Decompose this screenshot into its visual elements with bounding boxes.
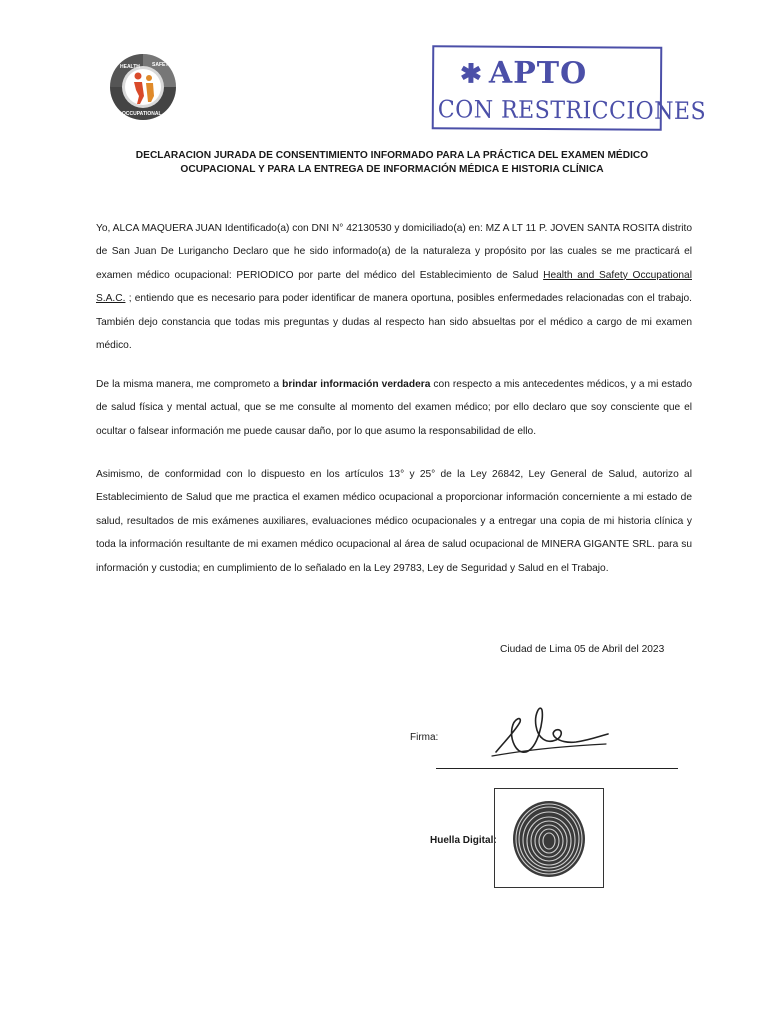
logo-text-occupational: OCCUPATIONAL: [122, 111, 162, 117]
logo-text-health: HEALTH: [120, 64, 140, 70]
signature-line: [436, 768, 678, 769]
signature-label: Firma:: [410, 732, 439, 743]
fingerprint-box: [494, 788, 604, 888]
logo-text-safety: SAFETY: [152, 62, 172, 68]
document-title: [112, 149, 672, 177]
paragraph-1-text-a: Yo, ALCA MAQUERA JUAN Identificado(a) con DNI N° 42130530 y domiciliado(a) en: MZ A LT 11 P. JOVEN SANTA ROSITA distrito de San Juan De Lurigancho Declaro que he sido informado(a) de la naturaleza y propósito por las cuales se me practicará el examen médico ocupacional: PERIODICO por parte del médico del Establecimiento de Salud: [96, 223, 692, 281]
asterisk-icon: ✱: [459, 59, 483, 90]
apto-stamp: [432, 45, 707, 131]
stamp-line-restricciones: CON RESTRICCIONES: [437, 95, 707, 126]
document-date: Ciudad de Lima 05 de Abril del 2023: [500, 644, 665, 655]
fingerprint-icon: [505, 795, 593, 881]
fingerprint-label: Huella Digital:: [430, 835, 497, 846]
paragraph-authorization: Asimismo, de conformidad con lo dispuesto en los artículos 13° y 25° de la Ley 26842, Ley General de Salud, autorizo al Establecimiento de Salud que me practica el examen médico ocupacional a proporcionar información concerniente a mi estado de salud, resultados de mis exámenes auxiliares, evaluaciones médico ocupacionales y a entregar una copia de mi historia clínica y toda la información resultante de mi examen médico ocupacional al área de salud ocupacional de MINERA GIGANTE SRL. para su información y custodia; en cumplimiento de lo señalado en la Ley 29783, Ley de Seguridad y Salud en el Trabajo.: [96, 469, 692, 574]
paragraph-consent: [96, 217, 692, 357]
health-safety-occupational-logo: [98, 52, 188, 122]
paragraph-commitment: [96, 373, 692, 443]
paragraph-2-text-b: con respecto a mis antecedentes médicos, y a mi estado de salud física y mental actual, que se me consulte al momento del examen médico; por ello declaro que soy consciente que el ocultar o falsear información me puede causar daño, por lo que asumo la responsabilidad de ello.: [96, 379, 692, 437]
title-line-2: OCUPACIONAL Y PARA LA ENTREGA DE INFORMACIÓN MÉDICA E HISTORIA CLÍNICA: [180, 164, 604, 175]
paragraph-2-bold: brindar información verdadera: [282, 379, 431, 390]
title-line-1: DECLARACION JURADA DE CONSENTIMIENTO INFORMADO PARA LA PRÁCTICA DEL EXAMEN MÉDICO: [135, 150, 649, 161]
paragraph-1-text-b: ; entiendo que es necesario para poder identificar de manera oportuna, posibles enfermedades relacionadas con el trabajo. También dejo constancia que todas mis preguntas y dudas al respecto han sido absueltas por el médico a cargo de mi examen médico.: [96, 293, 692, 352]
paragraph-2-text-a: De la misma manera, me comprometo a: [96, 379, 283, 390]
stamp-line-apto: ✱ APTO: [459, 55, 588, 92]
handwritten-signature: [486, 700, 616, 770]
company-name: Health and Safety Occupational S.A.C.: [96, 269, 692, 305]
